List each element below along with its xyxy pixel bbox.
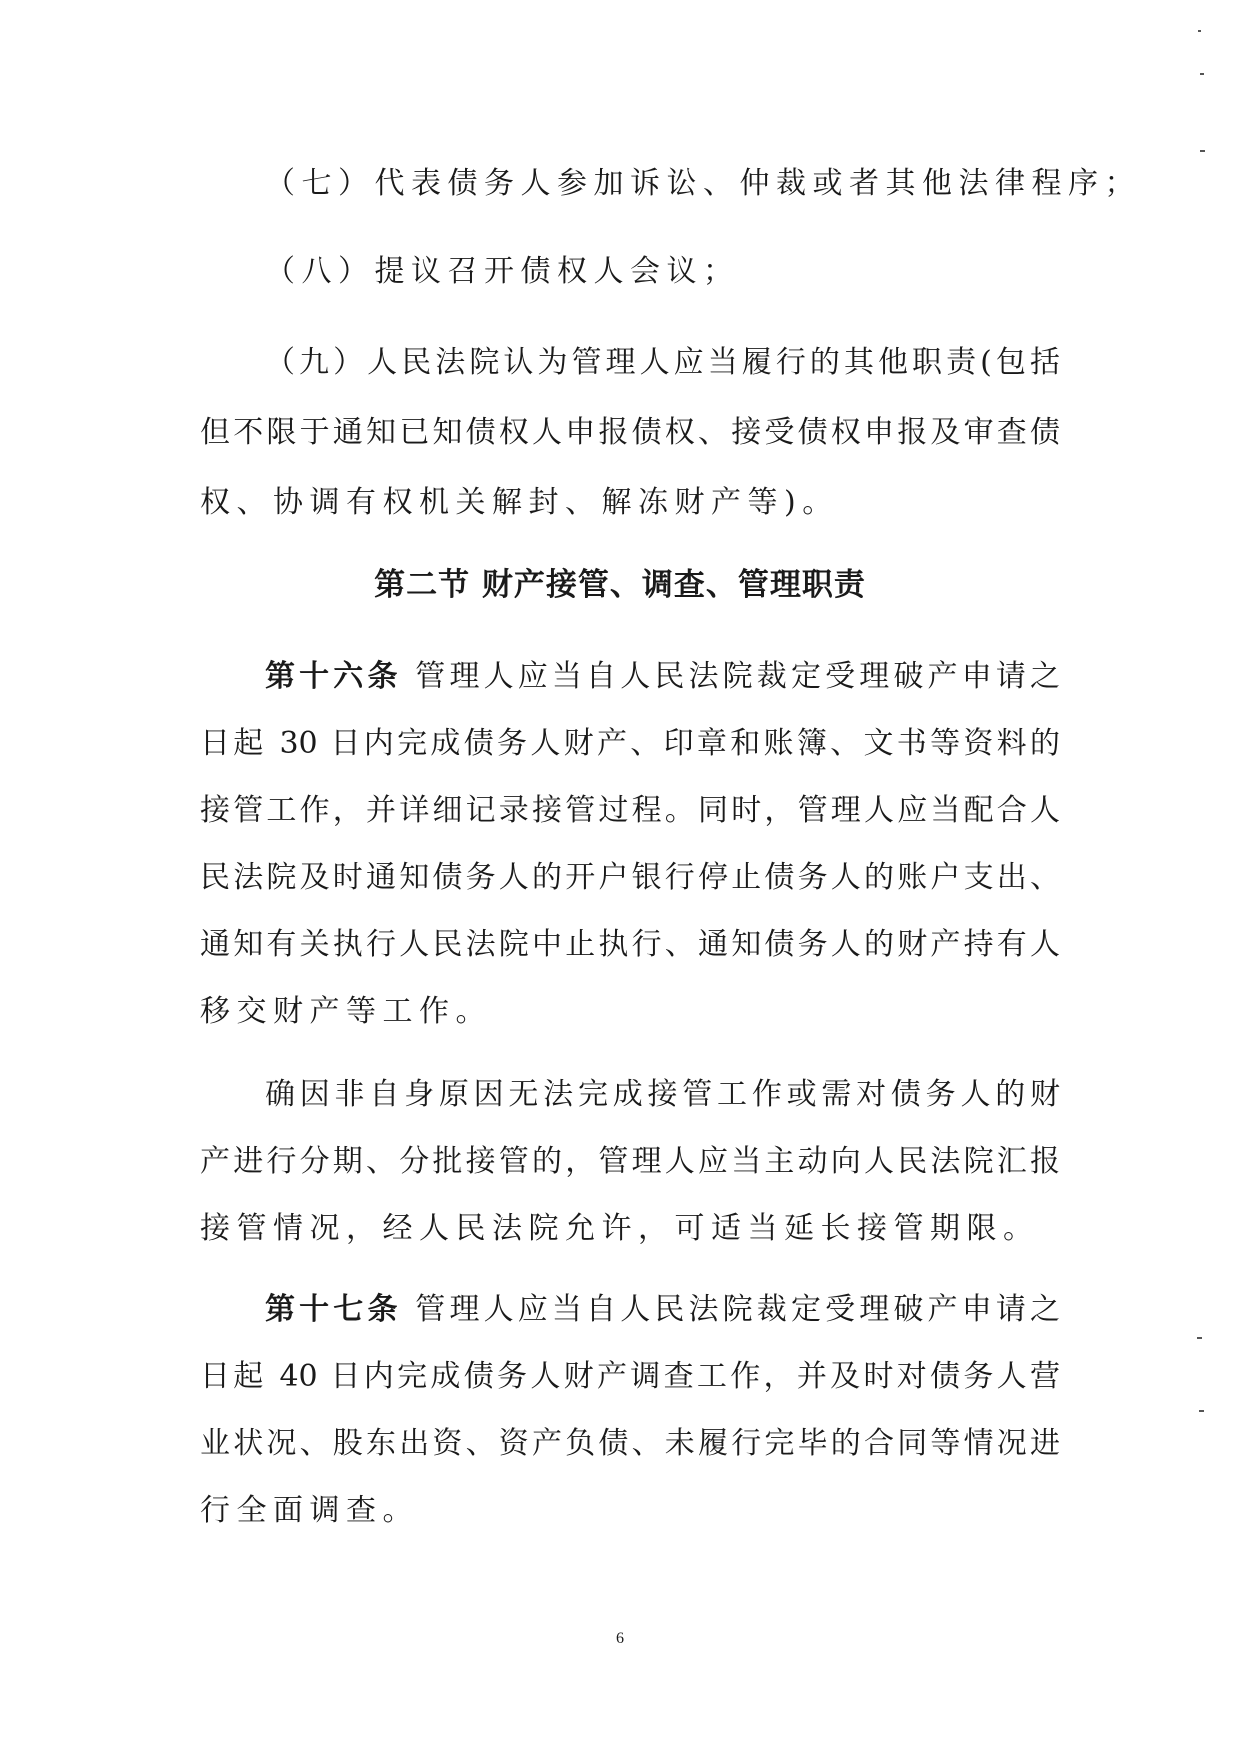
item-9-line-1: （九）人民法院认为管理人应当履行的其他职责(包括 (265, 345, 1060, 380)
article-16-line-3: 接管工作，并详细记录接管过程。同时，管理人应当配合人 (200, 793, 1060, 828)
article-17-line-1-text: 管理人应当自人民法院裁定受理破产申请之 (415, 1292, 1060, 1327)
item-7: （七）代表债务人参加诉讼、仲裁或者其他法律程序； (265, 166, 1141, 201)
paragraph-2-line-1: 确因非自身原因无法完成接管工作或需对债务人的财 (265, 1077, 1060, 1112)
article-16-line-1 (265, 657, 1060, 697)
article-16-label: 第十六条 (265, 659, 402, 694)
article-17-line-2: 日起 40 日内完成债务人财产调查工作，并及时对债务人营 (200, 1359, 1060, 1394)
scan-mark (1197, 1337, 1202, 1339)
article-17-line-3: 业状况、股东出资、资产负债、未履行完毕的合同等情况进 (200, 1426, 1060, 1461)
article-17-line-1 (265, 1290, 1060, 1330)
item-8: （八）提议召开债权人会议； (265, 254, 740, 289)
article-17-label: 第十七条 (265, 1292, 402, 1327)
page-number: 6 (616, 1630, 624, 1647)
scan-mark (1200, 73, 1204, 75)
article-16-line-2: 日起 30 日内完成债务人财产、印章和账簿、文书等资料的 (200, 726, 1060, 761)
article-16-line-4: 民法院及时通知债务人的开户银行停止债务人的账户支出、 (200, 860, 1060, 895)
scan-mark (1199, 1410, 1204, 1412)
article-16-line-1-text: 管理人应当自人民法院裁定受理破产申请之 (415, 659, 1060, 694)
item-9-line-3: 权、协调有权机关解封、解冻财产等)。 (200, 485, 839, 520)
section-heading: 第二节 财产接管、调查、管理职责 (374, 567, 866, 603)
article-17-line-4: 行全面调查。 (200, 1493, 419, 1528)
paragraph-2-line-3: 接管情况，经人民法院允许，可适当延长接管期限。 (200, 1211, 1040, 1246)
paragraph-2-line-2: 产进行分期、分批接管的，管理人应当主动向人民法院汇报 (200, 1144, 1060, 1179)
item-9-line-2: 但不限于通知已知债权人申报债权、接受债权申报及审查债 (200, 415, 1060, 450)
scan-mark (1198, 30, 1201, 32)
article-16-line-6: 移交财产等工作。 (200, 994, 492, 1029)
scan-mark (1200, 150, 1205, 152)
article-16-line-5: 通知有关执行人民法院中止执行、通知债务人的财产持有人 (200, 927, 1060, 962)
